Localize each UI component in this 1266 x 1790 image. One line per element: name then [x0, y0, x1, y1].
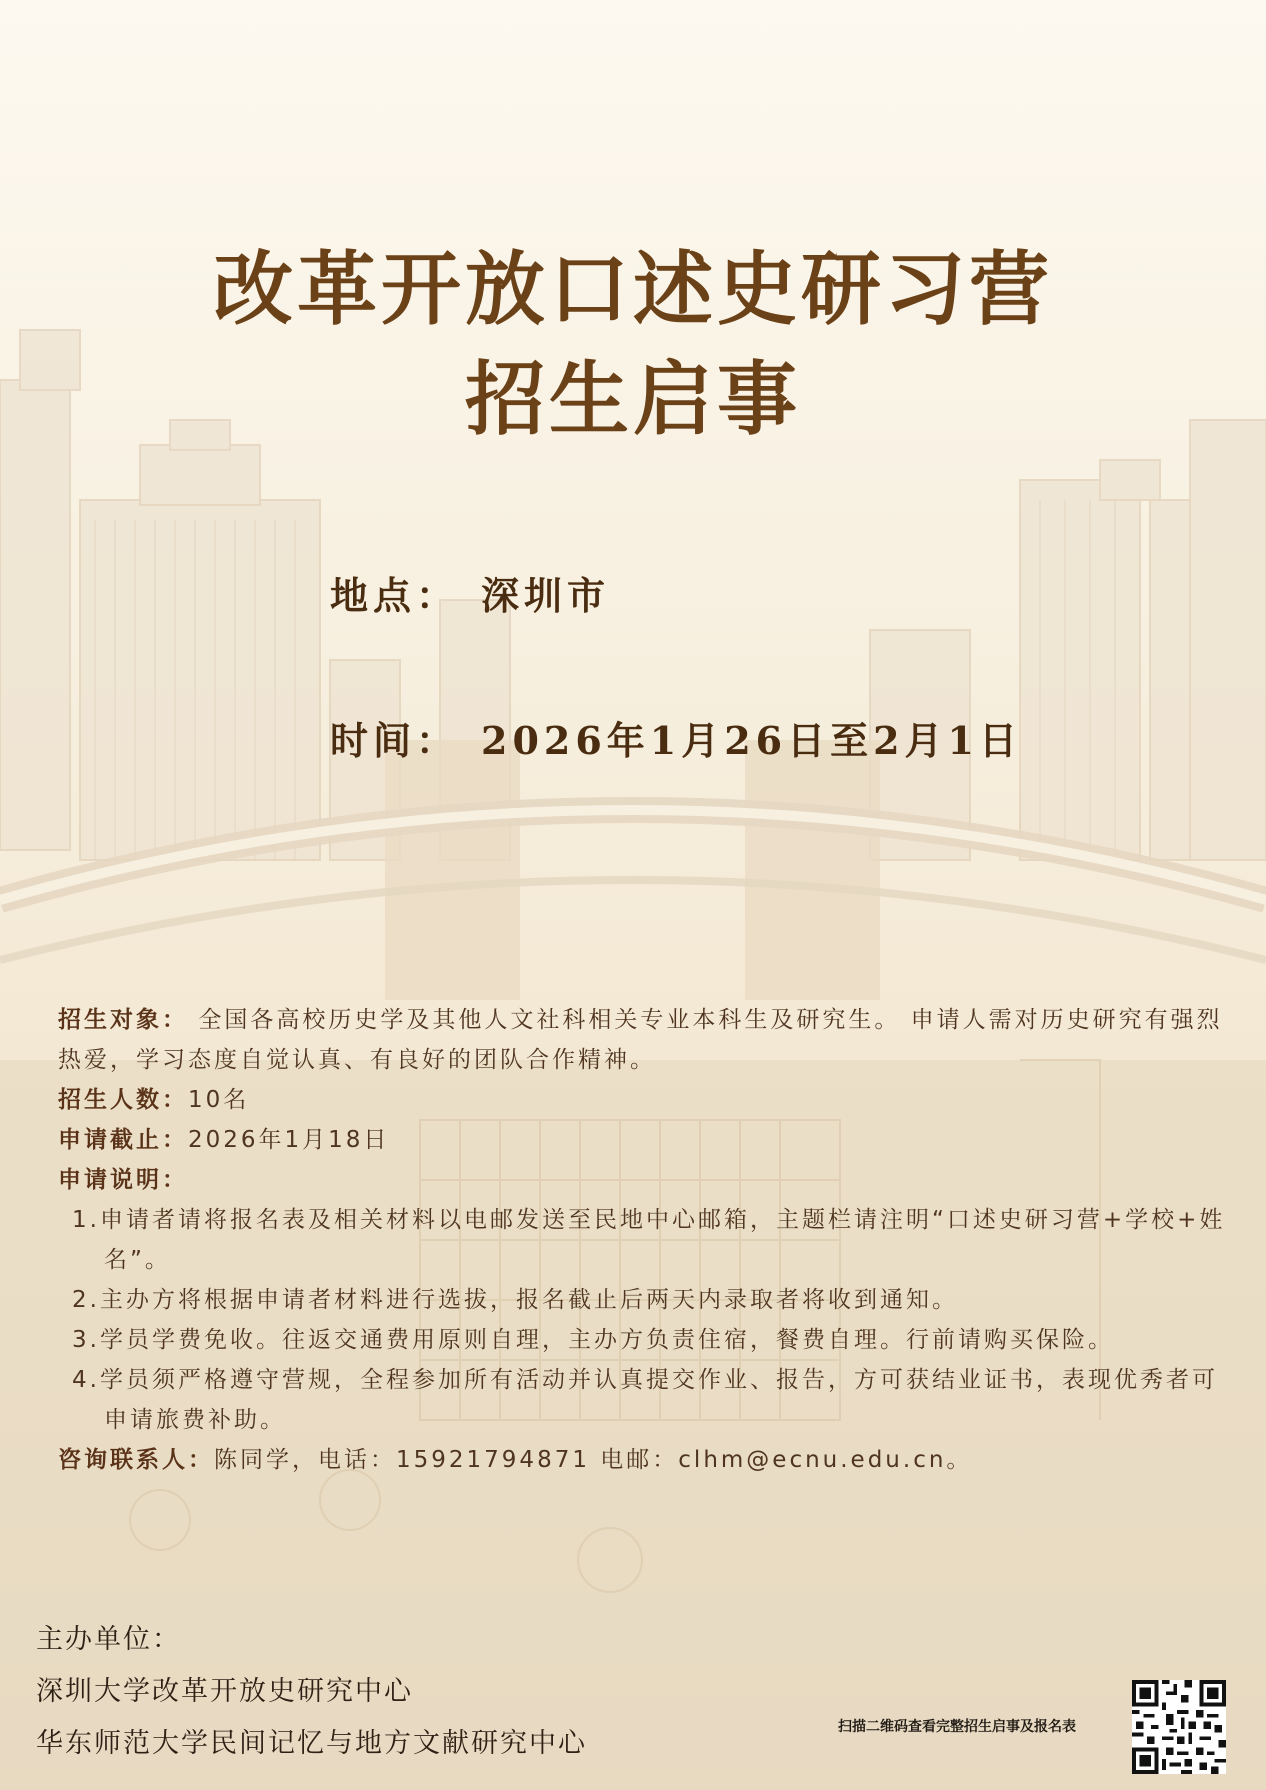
contact-label: 咨询联系人： [58, 1447, 214, 1473]
host-org-1: 深圳大学改革开放史研究中心 [36, 1676, 413, 1707]
location-label: 地点： [330, 573, 460, 618]
location-value: 深圳市 [481, 573, 611, 618]
target-label: 招生对象： [58, 1007, 188, 1033]
target-text: 全国各高校历史学及其他人文社科相关专业本科生及研究生。 申请人需对历史研究有强烈热爱，学习态度自觉认真、有良好的团队合作精神。 [58, 1007, 1223, 1073]
note-item-4: 4.学员须严格遵守营规，全程参加所有活动并认真提交作业、报告，方可获结业证书，表现优秀者可申请旅费补助。 [72, 1367, 1218, 1433]
details-section [58, 1000, 1228, 1480]
qr-caption: 扫描二维码查看完整招生启事及报名表 [838, 1719, 1076, 1735]
contact-text: 陈同学，电话：15921794871 电邮：clhm@ecnu.edu.cn。 [214, 1447, 973, 1473]
deadline-value: 2026年1月18日 [188, 1127, 390, 1153]
note-item-1: 1.申请者请将报名表及相关材料以电邮发送至民地中心邮箱，主题栏请注明“口述史研习营+学校+姓名”。 [72, 1207, 1226, 1273]
contact-paragraph [58, 1440, 1228, 1480]
qr-code-icon[interactable] [1132, 1680, 1226, 1774]
page-title-line1: 改革开放口述史研习营 [213, 242, 1053, 336]
notes-heading [58, 1160, 1228, 1200]
count-value: 10名 [188, 1087, 250, 1113]
deadline-label: 申请截止： [58, 1127, 188, 1153]
deadline-paragraph [58, 1120, 1228, 1160]
host-org-2: 华东师范大学民间记忆与地方文献研究中心 [36, 1728, 587, 1759]
target-paragraph [58, 1000, 1228, 1080]
page-title-line2: 招生启事 [465, 352, 801, 446]
count-label: 招生人数： [58, 1087, 188, 1113]
location-line [330, 565, 610, 620]
hosts-label: 主办单位： [36, 1624, 181, 1655]
time-value: 2026年1月26日至2月1日 [481, 718, 1022, 763]
time-label: 时间： [330, 718, 460, 763]
count-paragraph [58, 1080, 1228, 1120]
notes-label: 申请说明： [58, 1167, 188, 1193]
time-line [330, 710, 1022, 765]
host-organizations [36, 1614, 587, 1770]
note-item-2: 2.主办方将根据申请者材料进行选拔，报名截止后两天内录取者将收到通知。 [72, 1287, 958, 1313]
note-item-3: 3.学员学费免收。往返交通费用原则自理，主办方负责住宿，餐费自理。行前请购买保险。 [72, 1327, 1114, 1353]
